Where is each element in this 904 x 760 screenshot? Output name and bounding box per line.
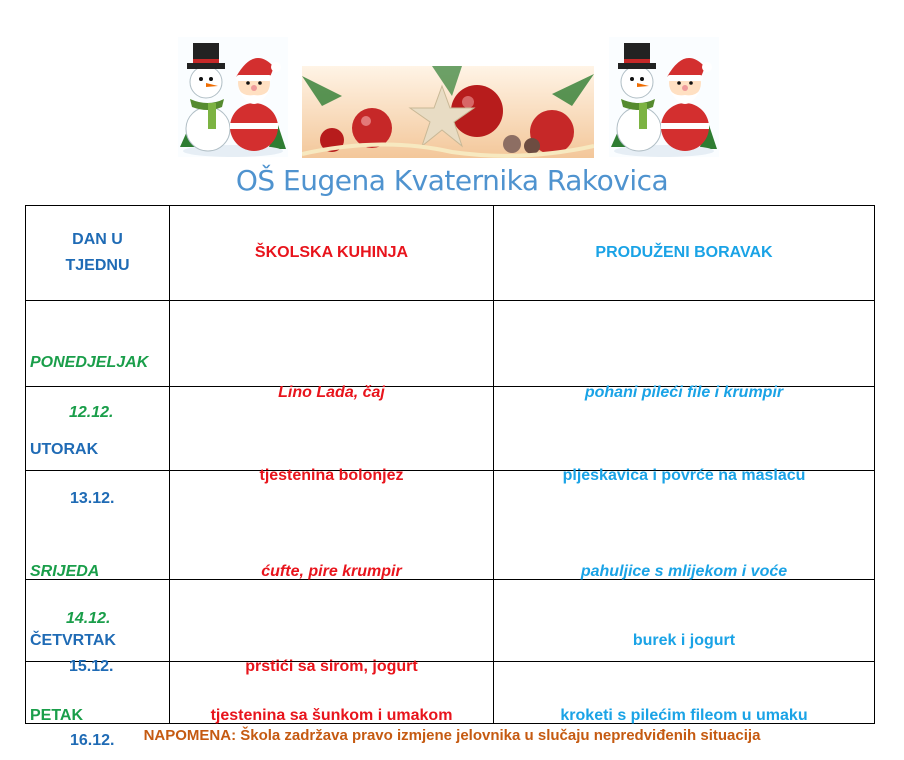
- table-row: [26, 471, 875, 580]
- day-date: 14.12.: [66, 610, 111, 627]
- kitchen-meal: prstići sa sirom, jogurt: [245, 657, 418, 675]
- header-boarding: PRODUŽENI BORAVAK: [494, 206, 875, 301]
- day-cell: [26, 580, 170, 675]
- kitchen-cell: [170, 301, 494, 401]
- boarding-cell: [494, 580, 875, 662]
- boarding-meal: pljeskavica i povrće na maslacu: [562, 466, 806, 484]
- boarding-meal: pahuljice s mlijekom i voće: [580, 563, 788, 580]
- boarding-cell: [494, 471, 875, 580]
- boarding-cell: [494, 301, 875, 401]
- day-name: UTORAK: [30, 440, 99, 458]
- header-day-cell: [26, 206, 170, 301]
- header-day-line1: DAN U: [72, 231, 123, 248]
- boarding-meal: burek i jogurt: [632, 631, 736, 649]
- kitchen-meal: tjestenina sa šunkom i umakom: [210, 706, 453, 724]
- day-name: SRIJEDA: [30, 563, 100, 580]
- day-cell: [26, 387, 170, 507]
- christmas-ornaments-banner: [302, 66, 594, 158]
- day-name: PETAK: [30, 706, 84, 724]
- snowman-santa-left-illustration: [178, 37, 288, 157]
- boarding-cell: [494, 662, 875, 724]
- kitchen-cell: [170, 471, 494, 580]
- kitchen-cell: [170, 580, 494, 675]
- school-title: OŠ Eugena Kvaternika Rakovica: [235, 164, 669, 197]
- day-name: PONEDJELJAK: [30, 353, 149, 371]
- header-kitchen: ŠKOLSKA KUHINJA: [170, 206, 494, 301]
- table-row: [26, 580, 875, 662]
- kitchen-meal: ćufte, pire krumpir: [261, 563, 402, 580]
- table-header-row: [26, 206, 875, 301]
- day-cell: [26, 662, 170, 749]
- day-date: 16.12.: [70, 731, 115, 749]
- day-name: ČETVRTAK: [30, 631, 116, 649]
- boarding-meal: kroketi s pilećim fileom u umaku: [560, 706, 808, 724]
- snowman-santa-right-illustration: [608, 37, 720, 157]
- day-date: 13.12.: [70, 489, 115, 507]
- day-date: 15.12.: [69, 657, 114, 675]
- boarding-meal: pohani pileći file i krumpir: [584, 383, 784, 401]
- header-day-line2: TJEDNU: [65, 257, 130, 274]
- day-cell: [26, 471, 170, 627]
- day-cell: [26, 301, 170, 421]
- footnote: NAPOMENA: Škola zadržava pravo izmjene jelovnika u slučaju nepredviđenih situacija: [143, 727, 761, 744]
- kitchen-meal: Lino Lada, čaj: [278, 383, 385, 401]
- day-date: 12.12.: [69, 403, 114, 421]
- kitchen-meal: tjestenina bolonjez: [259, 466, 404, 484]
- table-row: [26, 301, 875, 387]
